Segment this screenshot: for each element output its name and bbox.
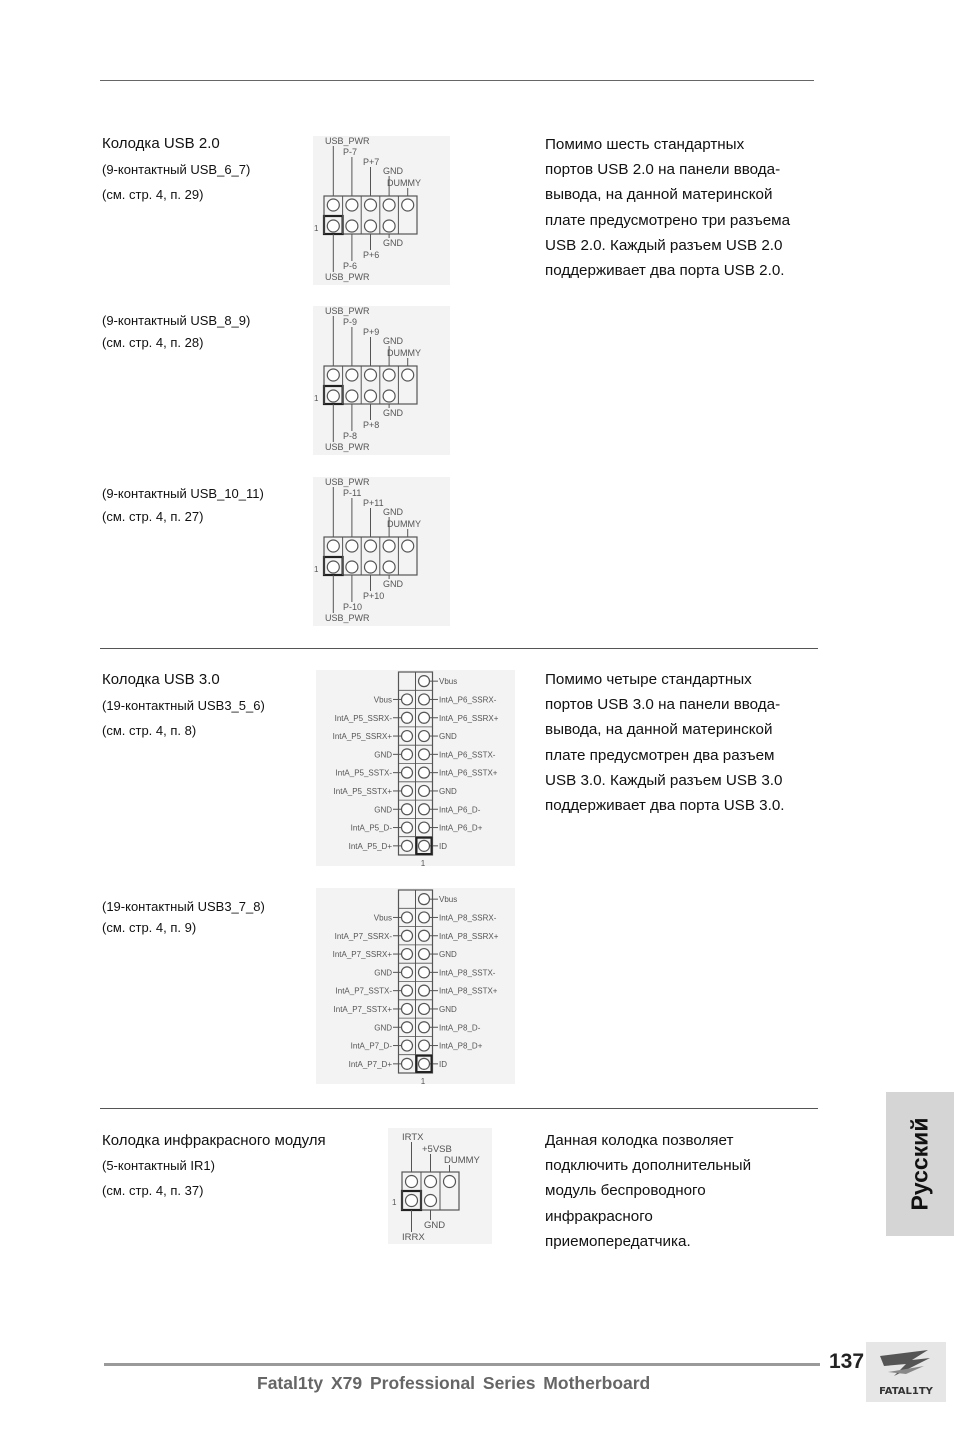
pin-label-left: IntA_P7_SSRX+ [332, 950, 392, 960]
pin-label-right: GND [439, 1004, 457, 1014]
pin-label-left: IntA_P7_D+ [348, 1059, 392, 1069]
desc-line: портов USB 3.0 на панели ввода- [545, 696, 781, 714]
pin [402, 930, 413, 941]
pin-label-top: P-7 [343, 147, 358, 157]
pin-label-left: IntA_P5_D+ [348, 841, 392, 851]
pin [365, 540, 377, 552]
pin [419, 930, 430, 941]
pin [419, 785, 430, 796]
usb2-header-3-ref: (см. стр. 4, п. 27) [102, 509, 204, 524]
pin [419, 894, 430, 905]
pin [419, 949, 430, 960]
pin [327, 369, 339, 381]
pin [402, 912, 413, 923]
pin [402, 540, 414, 552]
pin-label-top: P-9 [343, 317, 358, 327]
desc-line: вывода, на данной материнской [545, 721, 773, 739]
pin [402, 822, 413, 833]
pin [402, 1040, 413, 1051]
pin-label-right: IntA_P6_SSTX+ [439, 768, 498, 778]
desc-line: приемопередатчика. [545, 1232, 691, 1250]
pin-label-right: IntA_P6_D- [439, 805, 481, 815]
usb3-title: Колодка USB 3.0 [102, 671, 220, 688]
pin-label-left: IntA_P7_SSRX- [334, 931, 392, 941]
pin-label-left: Vbus [373, 913, 392, 923]
pin1-label: 1 [392, 1198, 397, 1207]
usb2-header-2-pins: (9-контактный USB_8_9) [102, 313, 251, 328]
desc-line: плате предусмотрено три разъема [545, 211, 791, 229]
pin [402, 967, 413, 978]
pin-label-right: Vbus [439, 895, 458, 905]
desc-line: вывода, на данной материнской [545, 186, 773, 204]
pin-label-bottom: P+6 [363, 250, 380, 260]
pin-label-right: IntA_P8_SSTX- [439, 968, 496, 978]
pin [327, 220, 339, 232]
pin [419, 749, 430, 760]
pin [419, 1003, 430, 1014]
pin-label-right: IntA_P8_SSRX- [439, 913, 497, 923]
pin-label-right: IntA_P6_SSTX- [439, 750, 496, 760]
language-tab-label: Русский [906, 1117, 933, 1211]
section-divider [100, 1108, 818, 1109]
pin-label-bottom: P-8 [343, 431, 358, 441]
pin [402, 985, 413, 996]
pin [346, 390, 358, 402]
usb3-header-svg [316, 670, 515, 866]
pin [419, 694, 430, 705]
pin-label-left: IntA_P5_SSTX+ [333, 786, 392, 796]
pin1-label: 1 [420, 1077, 426, 1084]
pin [419, 822, 430, 833]
pin [402, 694, 413, 705]
pin-label-top: P+7 [363, 157, 380, 167]
pin [383, 220, 395, 232]
pin [365, 220, 377, 232]
usb2-header-svg [313, 306, 450, 455]
desc-line: инфракрасного [545, 1207, 653, 1225]
pin [402, 785, 413, 796]
pin-label-left: IntA_P5_SSTX- [335, 768, 392, 778]
pin [346, 369, 358, 381]
pin-label-bottom: GND [424, 1220, 446, 1231]
footer-bar [104, 1363, 820, 1366]
pin-label-top: P-11 [343, 488, 362, 498]
usb3-header-1-pins: (19-контактный USB3_5_6) [102, 698, 265, 713]
pin [383, 561, 395, 573]
usb2-header-3-pins: (9-контактный USB_10_11) [102, 486, 264, 501]
pin [383, 390, 395, 402]
pin-label-right: GND [439, 786, 457, 796]
usb2-pin-diagram-2 [313, 306, 450, 455]
pin1-label: 1 [314, 224, 319, 233]
pin [365, 561, 377, 573]
pin [402, 949, 413, 960]
pin-label-bottom: P-6 [343, 261, 358, 271]
pin-label-left: GND [374, 750, 392, 760]
pin-label-left: IntA_P5_D- [350, 823, 392, 833]
pin-label-right: GND [439, 732, 457, 742]
desc-line: поддерживает два порта USB 2.0. [545, 262, 785, 280]
usb2-title: Колодка USB 2.0 [102, 135, 220, 152]
usb2-header-svg [313, 136, 450, 285]
desc-line: USB 2.0. Каждый разъем USB 2.0 [545, 236, 783, 254]
usb3-header-2-pins: (19-контактный USB3_7_8) [102, 899, 265, 914]
pin [402, 1003, 413, 1014]
pin [383, 369, 395, 381]
pin [365, 369, 377, 381]
pin1-label: 1 [420, 859, 426, 866]
pin [419, 985, 430, 996]
pin-label-top: DUMMY [444, 1155, 480, 1166]
pin [444, 1176, 456, 1188]
pin [419, 712, 430, 723]
pin-label-top: GND [383, 166, 403, 176]
pin-label-top: GND [383, 507, 403, 517]
pin [327, 561, 339, 573]
pin-label-left: IntA_P7_SSTX- [335, 986, 392, 996]
top-rule [100, 80, 814, 81]
pin-label-bottom: GND [383, 238, 403, 248]
pin-label-top: USB_PWR [325, 136, 370, 146]
pin [365, 390, 377, 402]
pin-label-left: GND [374, 968, 392, 978]
pin-label-right: IntA_P8_D+ [439, 1041, 483, 1051]
pin-label-top: DUMMY [387, 348, 421, 358]
pin-label-right: GND [439, 950, 457, 960]
pin-label-left: IntA_P7_SSTX+ [333, 1004, 392, 1014]
ir-pin-diagram [388, 1128, 492, 1244]
pin [402, 804, 413, 815]
pin [425, 1195, 437, 1207]
usb2-header-svg [313, 477, 450, 626]
usb2-pin-diagram-3 [313, 477, 450, 626]
pin [327, 540, 339, 552]
pin-label-top: IRTX [402, 1132, 424, 1143]
pin1-label: 1 [314, 394, 319, 403]
fatal1ty-logo-icon [866, 1342, 946, 1402]
pin [425, 1176, 437, 1188]
pin-label-left: GND [374, 1023, 392, 1033]
pin [419, 967, 430, 978]
usb2-pin-diagram-1 [313, 136, 450, 285]
pin-label-top: GND [383, 336, 403, 346]
pin [402, 749, 413, 760]
pin-label-bottom: IRRX [402, 1232, 425, 1243]
pin-label-bottom: GND [383, 579, 403, 589]
pin [419, 840, 430, 851]
pin-label-right: ID [439, 841, 447, 851]
pin-label-bottom: GND [383, 408, 403, 418]
pin-label-bottom: USB_PWR [325, 442, 370, 452]
usb2-description [545, 132, 790, 283]
pin [402, 840, 413, 851]
pin-label-bottom: P-10 [343, 602, 363, 612]
pin-label-bottom: USB_PWR [325, 272, 370, 282]
pin-label-top: DUMMY [387, 519, 421, 529]
pin [365, 199, 377, 211]
pin [402, 731, 413, 742]
ir-description [545, 1128, 751, 1254]
pin-label-left: IntA_P5_SSRX- [334, 713, 392, 723]
pin1-label: 1 [314, 565, 319, 574]
pin [346, 540, 358, 552]
usb3-header-1-ref: (см. стр. 4, п. 8) [102, 723, 197, 738]
pin [419, 912, 430, 923]
pin-label-right: ID [439, 1059, 447, 1069]
pin-label-left: GND [374, 805, 392, 815]
desc-line: портов USB 2.0 на панели ввода- [545, 161, 781, 179]
pin-label-right: IntA_P8_SSRX+ [439, 931, 499, 941]
pin-label-right: IntA_P8_D- [439, 1023, 481, 1033]
pin [402, 199, 414, 211]
pin [402, 1058, 413, 1069]
desc-line: Помимо четыре стандартных [545, 671, 752, 688]
pin [346, 199, 358, 211]
language-tab [886, 1092, 954, 1236]
desc-line: модуль беспроводного [545, 1182, 706, 1200]
pin [419, 804, 430, 815]
pin [419, 1022, 430, 1033]
pin [383, 540, 395, 552]
pin [419, 1058, 430, 1069]
pin [406, 1195, 418, 1207]
pin [419, 767, 430, 778]
pin-label-left: IntA_P5_SSRX+ [332, 732, 392, 742]
pin [346, 561, 358, 573]
usb2-header-1-pins: (9-контактный USB_6_7) [102, 162, 251, 177]
desc-line: Помимо шесть стандартных [545, 136, 745, 153]
pin [402, 712, 413, 723]
desc-line: поддерживает два порта USB 3.0. [545, 797, 785, 815]
pin-label-top: USB_PWR [325, 477, 370, 487]
pin-label-top: +5VSB [422, 1144, 452, 1155]
pin [383, 199, 395, 211]
pin [419, 731, 430, 742]
pin-label-bottom: USB_PWR [325, 613, 370, 623]
ir-pins: (5-контактный IR1) [102, 1158, 215, 1173]
desc-line: Данная колодка позволяет [545, 1132, 734, 1149]
usb3-pin-diagram-2 [316, 888, 515, 1084]
pin-label-top: P+9 [363, 327, 380, 337]
usb3-header-2-ref: (см. стр. 4, п. 9) [102, 920, 197, 935]
pin-label-top: USB_PWR [325, 306, 370, 316]
pin [406, 1176, 418, 1188]
pin [402, 767, 413, 778]
pin-label-right: IntA_P8_SSTX+ [439, 986, 498, 996]
footer-title: Fatal1ty X79 Professional Series Motherboard [257, 1373, 651, 1393]
pin-label-left: Vbus [373, 695, 392, 705]
desc-line: плате предусмотрен два разъем [545, 746, 775, 764]
pin [402, 1022, 413, 1033]
ir-ref: (см. стр. 4, п. 37) [102, 1183, 204, 1198]
pin [327, 199, 339, 211]
ir-title: Колодка инфракрасного модуля [102, 1132, 326, 1149]
desc-line: подключить дополнительный [545, 1157, 752, 1175]
pin-label-right: IntA_P6_D+ [439, 823, 483, 833]
pin-label-right: Vbus [439, 677, 458, 687]
page-number: 137 [829, 1350, 865, 1373]
usb3-header-svg [316, 888, 515, 1084]
ir-header-svg [388, 1128, 492, 1244]
usb3-pin-diagram-1 [316, 670, 515, 866]
pin-label-bottom: P+10 [363, 591, 385, 601]
pin-label-right: IntA_P6_SSRX- [439, 695, 497, 705]
pin-label-left: IntA_P7_D- [350, 1041, 392, 1051]
pin [419, 1040, 430, 1051]
usb3-description [545, 667, 785, 818]
pin [327, 390, 339, 402]
pin-label-bottom: P+8 [363, 420, 380, 430]
pin-label-top: P+11 [363, 498, 384, 508]
pin-label-right: IntA_P6_SSRX+ [439, 713, 499, 723]
pin-label-top: DUMMY [387, 178, 421, 188]
logo-text: FATAL1TY [879, 1386, 933, 1397]
pin [419, 676, 430, 687]
desc-line: USB 3.0. Каждый разъем USB 3.0 [545, 771, 783, 789]
pin [346, 220, 358, 232]
section-divider [100, 648, 818, 649]
usb2-header-2-ref: (см. стр. 4, п. 28) [102, 335, 204, 350]
pin [402, 369, 414, 381]
usb2-header-1-ref: (см. стр. 4, п. 29) [102, 187, 204, 202]
